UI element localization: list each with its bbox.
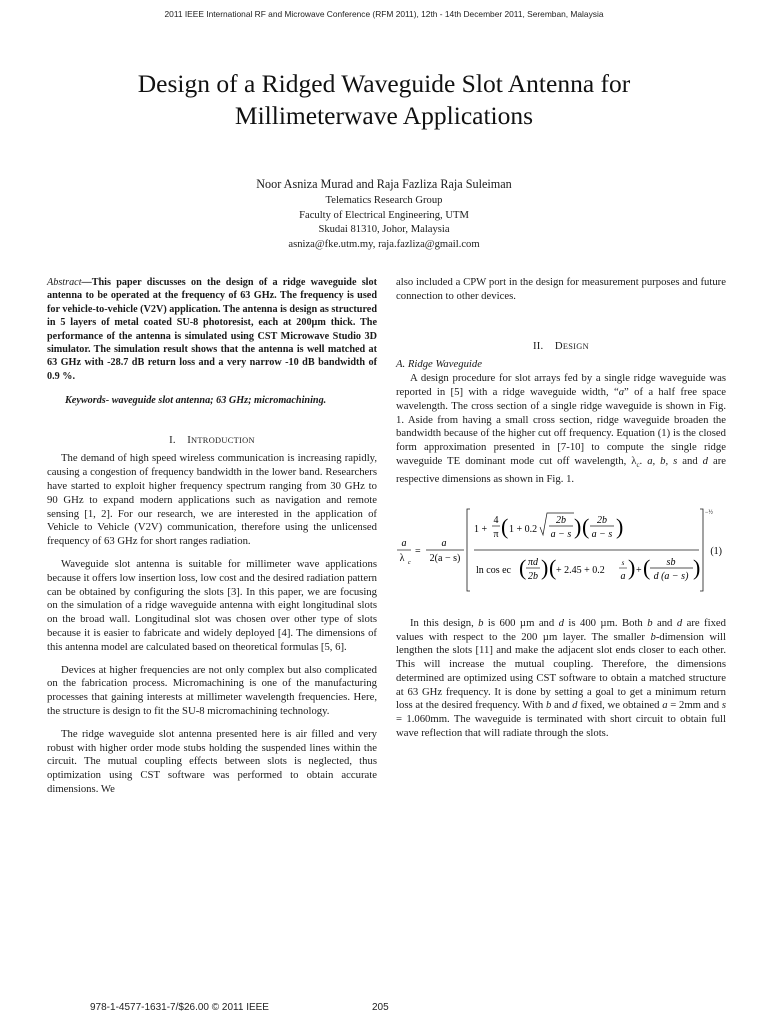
eq-one-plus-02: 1 + 0.2 xyxy=(509,523,538,535)
var-s: s xyxy=(721,699,726,712)
eq-paren-close-3: ) xyxy=(541,554,549,580)
design-p2-text-3: is 400 µm. Both xyxy=(564,616,648,629)
eq-number: (1) xyxy=(710,545,722,557)
eq-s-over-a-num: s xyxy=(621,558,625,567)
eq-paren-close-5: ) xyxy=(693,554,701,580)
eq-sqrt-den: a − s xyxy=(550,528,572,540)
var-d: d xyxy=(676,616,683,629)
abstract-label: Abstract xyxy=(47,277,82,288)
author-block xyxy=(0,176,768,252)
eq-big-right-bracket xyxy=(700,509,703,591)
eq-one-plus: 1 + xyxy=(474,523,488,535)
eq-exponent: −½ xyxy=(705,509,713,516)
section-2-heading xyxy=(396,340,726,354)
eq-s-over-a-den: a xyxy=(620,570,626,582)
eq-big-left-bracket xyxy=(467,509,470,591)
var-a: a xyxy=(662,699,668,712)
section-2-number: II. xyxy=(533,339,544,352)
page-number: 205 xyxy=(372,1002,389,1013)
author-names: Noor Asniza Murad and Raja Fazliza Raja Suleiman xyxy=(256,177,512,191)
var-b: b xyxy=(647,616,653,629)
lambda-subscript: c xyxy=(636,461,640,470)
eq-plus-245: + 2.45 + 0.2 xyxy=(556,564,605,576)
design-paragraph-1 xyxy=(396,372,726,487)
section-2-cap: D xyxy=(554,339,563,352)
eq-frac2b-num: 2b xyxy=(597,514,607,526)
eq-sqrt-num: 2b xyxy=(556,514,566,526)
design-p2-text-2: is 600 µm and xyxy=(483,616,559,629)
design-p2-text-8: fixed, we obtained xyxy=(577,699,663,712)
eq-paren-open-5: ( xyxy=(643,554,651,580)
eq-paren-open-2: ( xyxy=(582,513,590,539)
section-1-rest: NTRODUCTION xyxy=(191,435,255,445)
right-column xyxy=(396,276,726,750)
design-p2-text-4: and xyxy=(652,616,677,629)
var-d: d xyxy=(702,454,708,467)
eq-mid-den: 2(a − s) xyxy=(429,552,461,564)
design-p2-text-10: = 1.060mm. The waveguide is terminated with short circuit to obtain full wave reflection that will radiate through the slots. xyxy=(396,713,726,740)
eq-paren-close-1: ) xyxy=(574,513,582,539)
eq-paren-close-2: ) xyxy=(616,513,624,539)
var-a: a xyxy=(618,385,625,398)
eq-pid-den: 2b xyxy=(528,570,538,582)
var-d: d xyxy=(558,616,565,629)
var-b: b xyxy=(478,616,484,629)
design-p2-text-7: and xyxy=(551,699,573,712)
design-p2-text-6: -dimension will lengthen the slots [11] and make the adjacent slot ends closer to each other. This will increase the mutual coupling. Therefore, the dimensions determined are optimized using CST software to obtain a matched structure at 63 GHz frequency. It is done by setting a goal to get a minimum return loss at the desired frequency. With xyxy=(396,630,726,712)
design-paragraph-2 xyxy=(396,617,726,741)
eq-frac-4: 4 xyxy=(493,514,499,526)
design-p2-text-1: In this design, xyxy=(410,616,479,629)
design-p1-text-3: . xyxy=(639,454,648,467)
vars-abs: a, b, s xyxy=(647,454,678,467)
intro-paragraph-4: The ridge waveguide slot antenna presented here is air filled and very robust with higher order mode stubs holding the suspended lines within the circuit. The mutual coupling effects between slots is neglected, thus optimization using CST software was performed to obtain accurate dimensions. We xyxy=(47,727,377,795)
section-1-heading xyxy=(47,434,377,448)
abstract xyxy=(47,276,377,383)
eq-equals: = xyxy=(415,545,421,557)
affiliation-address: Skudai 81310, Johor, Malaysia xyxy=(318,224,450,235)
var-b: b xyxy=(545,699,552,712)
intro-continuation: also included a CPW port in the design for measurement purposes and future connection to other devices. xyxy=(396,276,726,302)
eq-plus: + xyxy=(636,564,642,576)
conference-header: 2011 IEEE International RF and Microwave Conference (RFM 2011), 12th - 14th December 2011, Seremban, Malaysia xyxy=(164,9,604,19)
intro-paragraph-3: Devices at higher frequencies are not only complex but also complicated on the fabrication process. Micromachining is one of the manufacturing processes that gaining interests at millimeter wavelength frequencies. Here, the structure is design to fit the SU-8 micromachining technology. xyxy=(47,663,377,717)
title-line-2: Millimeterwave Applications xyxy=(234,101,534,130)
var-b: b xyxy=(650,630,656,643)
section-1-number: I. xyxy=(169,433,176,446)
eq-sb-num: sb xyxy=(666,556,676,568)
design-p1-text-1: A design procedure for slot arrays fed by a single ridge waveguide was reported in [5] with a ridge waveguide width, “ xyxy=(396,372,726,398)
eq-pid-num: πd xyxy=(527,556,539,568)
affiliation-group: Telematics Research Group xyxy=(325,195,443,206)
eq-paren-close-4: ) xyxy=(628,554,636,580)
affiliation-email: asniza@fke.utm.my, raja.fazliza@gmail.com xyxy=(288,238,480,250)
eq-lhs-num: a xyxy=(401,537,407,549)
eq-paren-open-3: ( xyxy=(519,554,527,580)
section-1-cap: I xyxy=(187,433,192,446)
eq-frac-pi: π xyxy=(493,528,499,540)
design-p1-text-4: and xyxy=(677,454,703,467)
design-p2-text-5: are fixed values with respect to the 200 µm layer. The smaller xyxy=(396,616,727,643)
eq-paren-open-1: ( xyxy=(501,513,509,539)
abstract-text: This paper discusses on the design of a ridge waveguide slot antenna to be operated at the frequency of 63 GHz. The frequency is used for vehicle-to-vehicle (V2V) application. The antenna is design as structured in 5 layers of metal coated SU-8 photoresist, each at 200µm thick. The performance of the antenna is simulated using CST Microwave Studio 3D simulator. The simulation result shows that the antenna is well matched at 63 GHz with -28.7 dB return loss and a very narrow -10 dB bandwidth of 0.9 %. xyxy=(47,277,377,382)
paper-title xyxy=(40,68,728,132)
eq-lhs-den: λ xyxy=(399,552,405,564)
intro-paragraph-1: The demand of high speed wireless communication is increasing rapidly, causing a congestion of frequency bandwidth in the lower band. Researchers have started to exploit higher frequency spectrum ranging from 30 GHz to 90 GHz to expand modern applications such as navigation and remote sensing [1, 2]. For our research, we are interested in the application of Vehicle to Vehicle (V2V) communication, therefore using the unlicensed frequency of 63 GHz for short ranges radiation. xyxy=(47,452,377,548)
design-p2-text-9: = 2mm and xyxy=(667,699,722,712)
intro-paragraph-2: Waveguide slot antenna is suitable for millimeter wave applications because it offers low insertion loss, low cost and the desired radiation pattern can be obtained by configuring the slots [3]. In this paper, we are focusing on the simulation of a ridge waveguide antenna with eight longitudinal slots on the broad wall. Longitudinal slot was chosen over other type of slots because it is easier to fabricate and widely deployed [4]. The dimensions of this antenna model are calculated based on theoretical formulas [5, 6]. xyxy=(47,558,377,653)
equation-1 xyxy=(396,505,726,597)
equation-figure xyxy=(396,505,726,597)
left-column xyxy=(47,276,377,806)
title-line-1: Design of a Ridged Waveguide Slot Antenna for xyxy=(137,69,631,98)
design-p1-text-2: ” of a half free space wavelength. The cross section of a single ridge waveguide is shown in Fig. 1. Aside from having a small cross section, ridge waveguide broaden the bandwidth because of the higher cut off frequency. Equation (1) is the closed form approximation presented in [7-10] to compute the single ridge waveguide TE dominant mode cut off wavelength, λ xyxy=(396,385,726,467)
eq-paren-open-4: ( xyxy=(549,554,557,580)
eq-lhs-sub: c xyxy=(408,559,411,566)
design-p1-text-5: are respective dimensions as shown in Fig. 1. xyxy=(396,454,727,485)
section-2-rest: ESIGN xyxy=(562,341,589,351)
eq-ln-cosec: ln cos ec xyxy=(476,564,511,576)
subsection-a-heading: A. Ridge Waveguide xyxy=(396,358,482,371)
eq-sb-den: d (a − s) xyxy=(653,570,689,582)
footer-isbn: 978-1-4577-1631-7/$26.00 © 2011 IEEE xyxy=(90,1002,269,1013)
eq-frac2b-den: a − s xyxy=(591,528,613,540)
affiliation-faculty: Faculty of Electrical Engineering, UTM xyxy=(299,209,469,221)
abstract-dash: — xyxy=(81,277,92,288)
var-d: d xyxy=(572,699,578,712)
keywords: Keywords- waveguide slot antenna; 63 GHz; micromachining. xyxy=(65,395,327,407)
eq-mid-num: a xyxy=(441,537,447,549)
